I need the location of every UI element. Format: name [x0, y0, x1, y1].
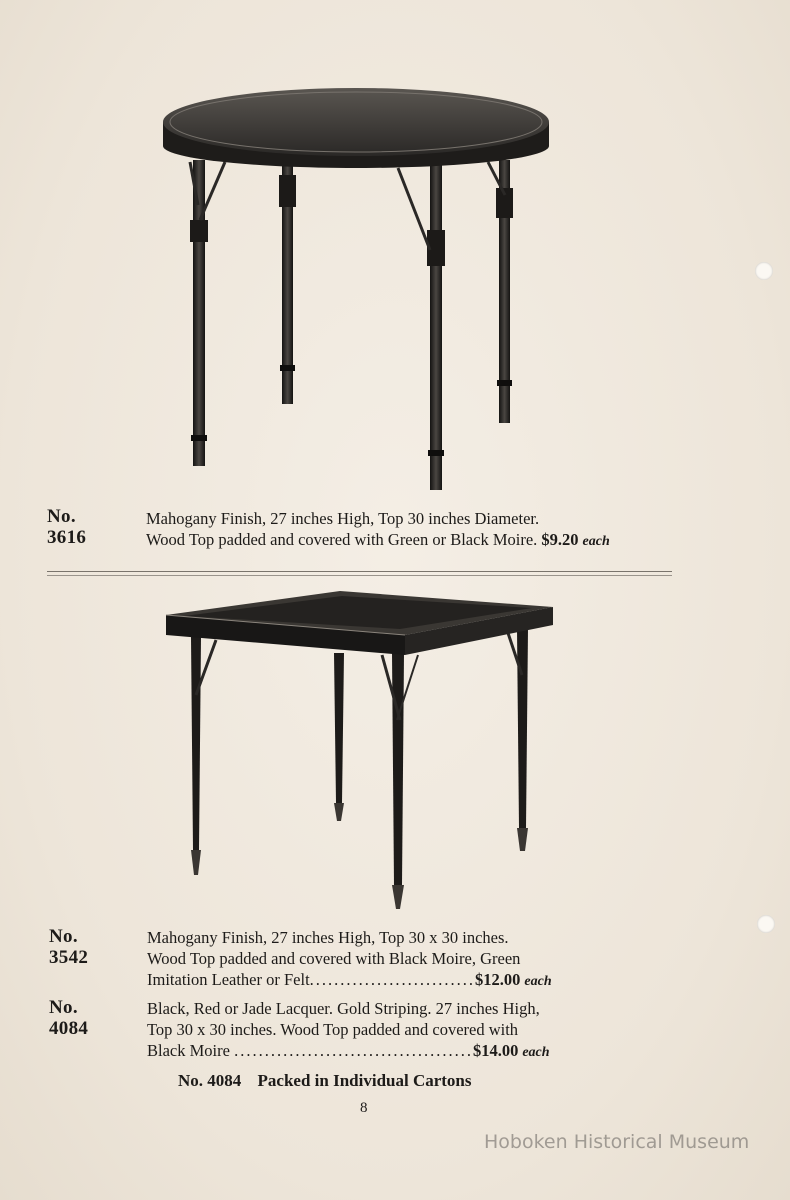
packing-note-text: Packed in Individual Cartons: [257, 1071, 472, 1090]
description-line: Wood Top padded and covered with Black Moire, Green: [147, 949, 521, 968]
product-description: [147, 998, 550, 1063]
price-unit: each: [582, 534, 610, 549]
description-line-text: Wood Top padded and covered with Green or Black Moire.: [146, 530, 538, 549]
packing-note: [178, 1071, 472, 1091]
dot-leader: .......................................: [234, 1041, 473, 1060]
description-line: [147, 969, 552, 992]
section-divider: [47, 575, 672, 576]
product-price: $9.20: [541, 530, 579, 549]
price-unit: each: [524, 974, 552, 989]
price-unit: each: [522, 1045, 550, 1060]
round-table-illustration: [150, 80, 570, 500]
punch-hole: [755, 262, 773, 280]
description-line: Mahogany Finish, 27 inches High, Top 30 x 30 inches.: [147, 928, 509, 947]
product-number: No. 3616: [47, 506, 87, 548]
description-line: Mahogany Finish, 27 inches High, Top 30 inches Diameter.: [146, 509, 540, 528]
dot-leader: ...........................: [309, 970, 476, 989]
description-line-text: Imitation Leather or Felt: [147, 970, 310, 989]
description-line: Top 30 x 30 inches. Wood Top padded and covered with: [147, 1020, 519, 1039]
product-description: [146, 508, 610, 552]
section-divider: [47, 571, 672, 572]
description-line-text: Black Moire: [147, 1041, 230, 1060]
product-price: $12.00: [475, 970, 521, 989]
product-description: [147, 927, 552, 992]
square-table-illustration: [160, 585, 560, 915]
product-price: $14.00: [472, 1041, 519, 1060]
page-number: 8: [360, 1100, 368, 1116]
product-number: No. 4084: [49, 997, 89, 1039]
museum-watermark: Hoboken Historical Museum: [484, 1131, 750, 1153]
description-line: [146, 529, 610, 552]
packing-note-number: No. 4084: [178, 1071, 242, 1090]
description-line: Black, Red or Jade Lacquer. Gold Striping. 27 inches High,: [147, 999, 540, 1018]
description-line: [147, 1040, 550, 1063]
product-number: No. 3542: [49, 926, 89, 968]
punch-hole: [757, 915, 775, 933]
